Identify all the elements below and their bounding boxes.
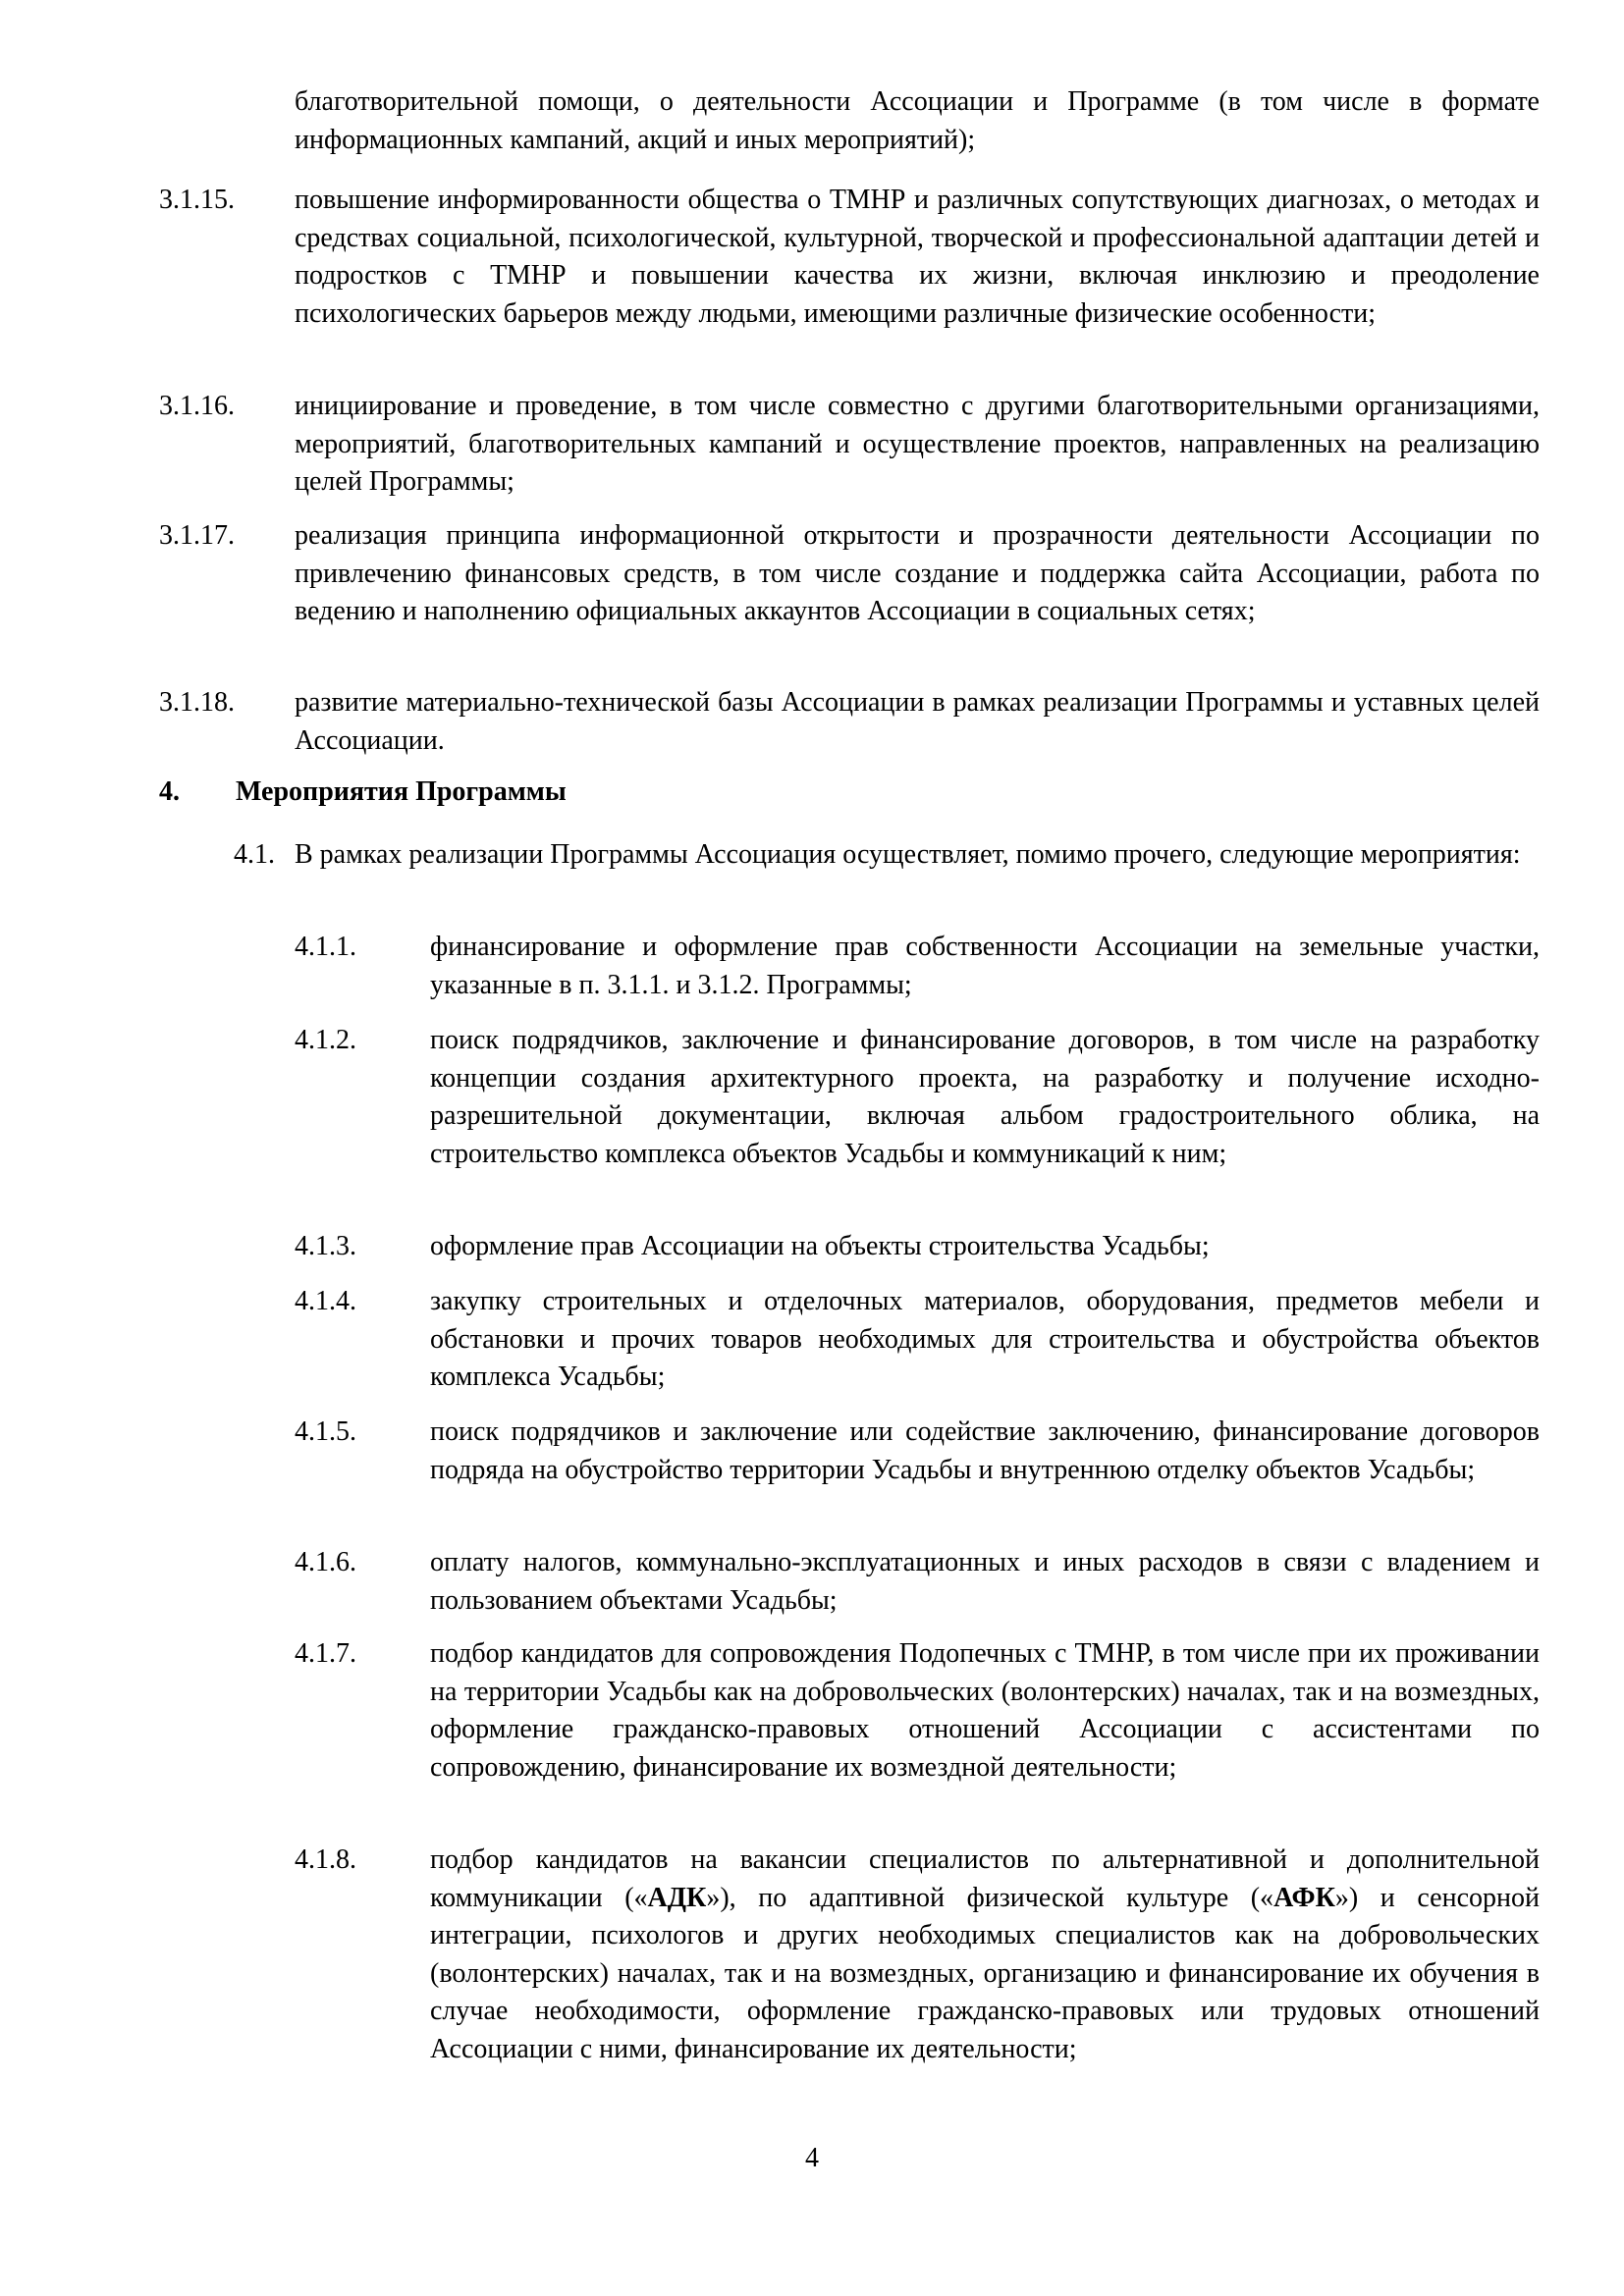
item-number: 4.1. [234,839,275,870]
item-text-part: ») и сенсорной интеграции, психологов и других необходимых специалистов как на добровольческих (волонтерских) началах, так и на возмездных, организацию и финансирование их обучения в случае необходимости, оформление гражданско-правовых или трудовых отношений Ассоциации с ними, финансирование их деятельности; [430,1882,1540,2064]
item-number: 4.1.7. [295,1638,356,1669]
item-number: 4.1.6. [295,1547,356,1577]
abbreviation-afk: АФК [1273,1882,1335,1913]
item-text: закупку строительных и отделочных материалов, оборудования, предметов мебели и обстановки и прочих товаров необходимых для строительства и обустройства объектов комплекса Усадьбы; [430,1286,1540,1392]
item-text-part: »), по адаптивной физической культуре (« [706,1882,1274,1913]
item-number: 4.1.8. [295,1844,356,1875]
item-number: 4.1.3. [295,1231,356,1261]
item-text: развитие материально-технической базы Ассоциации в рамках реализации Программы и уставных целей Ассоциации. [295,687,1540,756]
item-number: 4.1.1. [295,932,356,962]
abbreviation-adk: АДК [647,1882,707,1913]
continuation-paragraph: благотворительной помощи, о деятельности Ассоциации и Программе (в том числе в формате информационных кампаний, акций и иных мероприятий); [295,86,1540,155]
item-text: подбор кандидатов для сопровождения Подопечных с ТМНР, в том числе при их проживании на территории Усадьбы как на добровольческих (волонтерских) началах, так и на возмездных, оформление гражданско-правовых отношений Ассоциации с ассистентами по сопровождению, финансирование их возмездной деятельности; [430,1638,1540,1783]
page-number: 4 [805,2143,819,2173]
item-text: оформление прав Ассоциации на объекты строительства Усадьбы; [430,1231,1210,1261]
item-number: 3.1.18. [159,687,235,718]
item-text: финансирование и оформление прав собственности Ассоциации на земельные участки, указанные в п. 3.1.1. и 3.1.2. Программы; [430,932,1540,1000]
item-text: инициирование и проведение, в том числе совместно с другими благотворительными организациями, мероприятий, благотворительных кампаний и осуществление проектов, направленных на реализацию целей Программы; [295,391,1540,497]
item-number: 4.1.4. [295,1286,356,1316]
item-text-part: подбор кандидатов на вакансии специалистов по альтернативной и дополнительной коммуникации (« [430,1844,1540,1913]
item-text: реализация принципа информационной открытости и прозрачности деятельности Ассоциации по привлечению финансовых средств, в том числе создание и поддержка сайта Ассоциации, работа по ведению и наполнению официальных аккаунтов Ассоциации в социальных сетях; [295,520,1540,626]
item-number: 4.1.2. [295,1025,356,1055]
section-title: Мероприятия Программы [236,776,567,807]
item-number: 3.1.15. [159,185,235,215]
item-text: поиск подрядчиков и заключение или содействие заключению, финансирование договоров подряда на обустройство территории Усадьбы и внутреннюю отделку объектов Усадьбы; [430,1416,1540,1485]
item-number: 4.1.5. [295,1416,356,1447]
item-text [430,1842,1540,2068]
item-number: 3.1.16. [159,391,235,421]
section-number: 4. [159,776,180,807]
item-text: В рамках реализации Программы Ассоциация осуществляет, помимо прочего, следующие мероприятия: [295,839,1521,870]
item-text: оплату налогов, коммунально-эксплуатационных и иных расходов в связи с владением и пользованием объектами Усадьбы; [430,1547,1540,1616]
item-text: поиск подрядчиков, заключение и финансирование договоров, в том числе на разработку концепции создания архитектурного проекта, на разработку и получение исходно-разрешительной документации, включая альбом градостроительного облика, на строительство комплекса объектов Усадьбы и коммуникаций к ним; [430,1025,1540,1169]
item-text: повышение информированности общества о ТМНР и различных сопутствующих диагнозах, о методах и средствах социальной, психологической, культурной, творческой и профессиональной адаптации детей и подростков с ТМНР и повышении качества их жизни, включая инклюзию и преодоление психологических барьеров между людьми, имеющими различные физические особенности; [295,185,1540,329]
item-number: 3.1.17. [159,520,235,551]
